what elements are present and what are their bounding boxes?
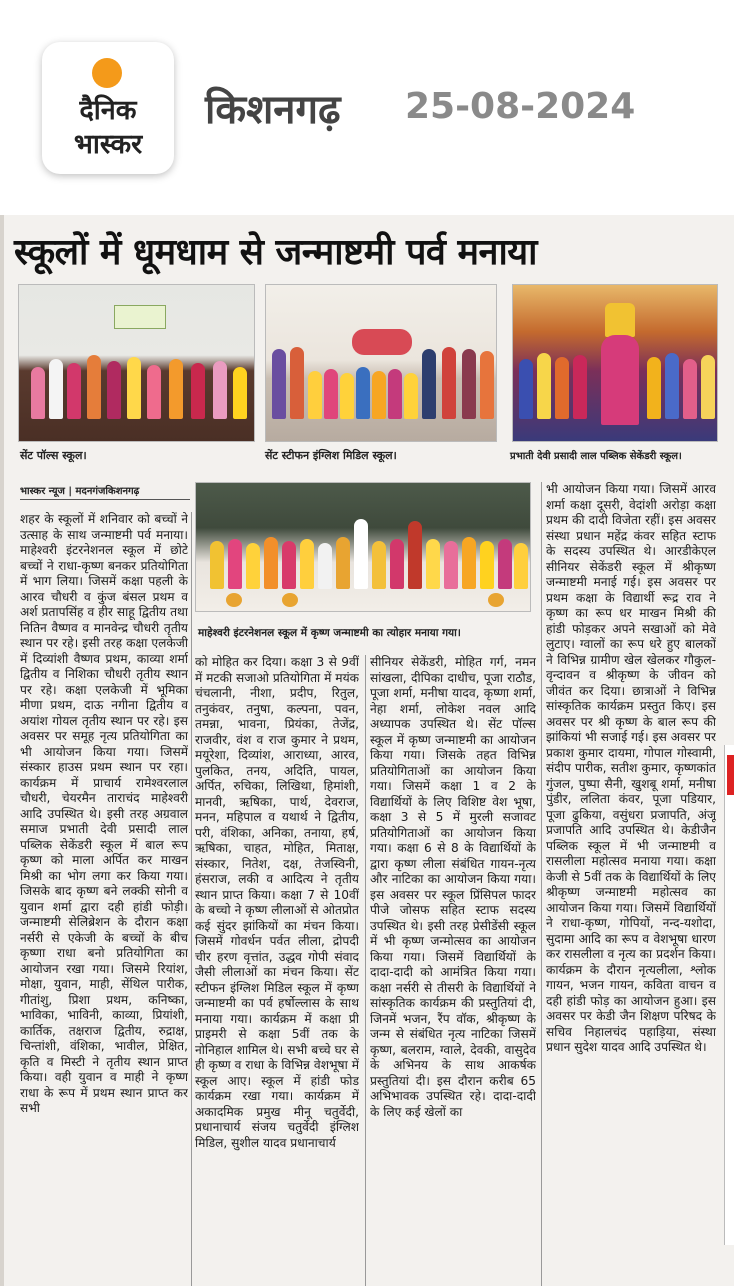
page-edge xyxy=(0,215,4,1286)
column-divider xyxy=(191,512,192,1286)
adjacent-article-edge xyxy=(724,745,734,1245)
header-bar xyxy=(0,0,734,205)
photo-st-pauls xyxy=(18,284,255,442)
article-column-3: सीनियर सेकेंडरी, मोहित गर्ग, नमन सांखला, दीपिका दाधीच, पूजा राठौड, पूजा शर्मा, मनीषा यादव, कृष्णा शर्मा, नेहा शर्मा, लोकेश नवल आदि अध्यापक उपस्थित थे। सेंट पॉल्स स्कूल में कृष्ण जन्माष्टमी का आयोजन किया गया। जिसके तहत विभिन्न प्रतियोगिताओं का आयोजन किया गया। जिसमें कक्षा 1 व 2 के विद्यार्थियों के लिए विशिष्ट वेश भूषा, कक्षा 3 से 5 में मुरली सजावट प्रतियोगिताओं का आयोजन किया गया। कक्षा 6 से 8 के विद्यार्थियों के द्वारा कृष्ण लीला संबंधित गायन-नृत्य और नाटिका का आयोजन किया गया। इस अवसर पर स्कूल प्रिंसिपल फादर पीजे जोसफ सहित स्टाफ सदस्य उपस्थित थे। इसी तरह प्रेसीडेंसी स्कूल में भी कृष्ण जन्मोत्सव का आयोजन किया गया। जिसमें विद्यार्थियों के दादा-दादी को आमंत्रित किया गया। कक्षा नर्सरी से तीसरी के विद्यार्थियों ने सांस्कृतिक कार्यक्रम की प्रस्तुतियां दी, जिनमें भजन, रैंप वॉक, श्रीकृष्ण के जन्म से संबंधित नृत्य नाटिका जिसमें कृष्ण, बलराम, ग्वाले, देवकी, वासुदेव के अभिनय के साथ आकर्षक प्रस्तुतियां दी। इस दौरान करीब 65 अभिभावक उपस्थित रहे। दादा-दादी के लिए कई खेलों का xyxy=(370,655,536,1119)
column-divider xyxy=(541,482,542,1286)
newspaper-logo xyxy=(42,42,174,174)
edition-title: किशनगढ़ xyxy=(205,87,341,133)
article-headline: स्कूलों में धूमधाम से जन्माष्टमी पर्व मनाया xyxy=(14,231,537,273)
edition-date: 25-08-2024 xyxy=(405,86,636,127)
article-column-4: भी आयोजन किया गया। जिसमें आरव शर्मा कक्षा दूसरी, वेदांशी अरोड़ा कक्षा प्रथम की दादी विजेता रहीं। इस अवसर संस्था प्रधान महेंद्र कंवर सहित स्टाफ के सदस्य उपस्थित थे। आरडीकेएल सीनियर सेकेंडरी स्कूल में श्रीकृष्ण जन्माष्टमी मनाई गई। इस अवसर पर प्रथम कक्षा के विद्यार्थी रूद्र राव ने कृष्ण का रूप धर माखन मिश्री की हांडी फोड़कर अपने सखाओं को मेवे लुटाए। ग्वालों का रूप धरे हुए बालकों ने विभिन्न ग्रामीण खेल खेलकर गौकुल-वृन्दावन व श्रीकृष्ण के जीवन को जीवंत कर दिया। छात्राओं ने विभिन्न सांस्कृतिक कार्यक्रम प्रस्तुत किए। इस अवसर पर श्री कृष्ण के बाल रूप की झांकियां भी सजाई गई। इस अवसर पर प्रकाश कुमार दायमा, गोपाल गोस्वामी, संदीप पारीक, सतीश कुमार, कृष्णकांत गुंजल, पुष्पा सैनी, खुशबू शर्मा, मनीषा पुंडीर, ललिता कंवर, पूजा पडियार, पूजा ढुकिया, वसुंधरा प्रजापति, अंजू प्रजापति आदि उपस्थित थे। केडीजैन पब्लिक स्कूल में भी जन्माष्टमी व रासलीला महोत्सव मनाया गया। कक्षा केजी से 5वीं तक के विद्यार्थियों के लिए श्रीकृष्ण जन्माष्टमी महोत्सव का आयोजन किया गया। जिसमें विद्यार्थियों ने राधा-कृष्ण, गोपियों, नन्द-यशोदा, सुदामा आदि का रूप व वेशभूषा धारण कर रासलीला व नृत्य का प्रदर्शन किया। कार्यक्रम के दौरान नृत्यलीला, श्लोक गायन, भजन गायन, कविता वाचन व दही हांडी फोड़ का आयोजन हुआ। इस अवसर पर केडी जैन शिक्षण परिषद के सचिव निहालचंद पहाड़िया, संस्था प्रधान सुदेश यादव आदि उपस्थित थे। xyxy=(546,482,716,1054)
logo-text-line1: दैनिक xyxy=(79,95,137,126)
photo-st-stephen xyxy=(265,284,497,442)
article-byline: भास्कर न्यूज | मदनगंजकिशनगढ़ xyxy=(20,483,190,500)
photo-caption: सेंट पॉल्स स्कूल। xyxy=(20,449,87,462)
article-column-2: को मोहित कर दिया। कक्षा 3 से 9वीं में मटकी सजाओ प्रतियोगिता में मयंक चंचलानी, नीशा, प्रदीप, रितुल, तनुकंवर, तनुषा, कल्पना, पवन, तमन्ना, भावना, प्रियंका, तेजेंद्र, राजवीर, वंश व राज कुमार ने प्रथम, मयूरेशा, दिव्यांश, आराध्या, आरव, पुलकित, तनय, अदिति, पायल, अर्पित, रुचिका, लिखिथा, हिमांशी, मानवी, ऋषिका, पार्थ, देवराज, मनन, महिपाल व यथार्थ ने द्वितीय, परी, वंशिका, अनिका, तनाया, हर्ष, ऋषिका, चाहत, मोहित, मिताक्ष, संस्कार, नितेश, दक्ष, तेजस्विनी, हंसराज, लकी व आदित्य ने तृतीय स्थान प्राप्त किया। कक्षा 7 से 10वीं के बच्चो ने कृष्ण लीलाओं से ओतप्रोत कई सुंदर झांकियों का मंचन किया। जिसमें गोवर्धन पर्वत लीला, द्रोपदी चीर हरण वृत्तांत, उद्धव गोपी संवाद जैसी लीलाओं का मंचन किया। सेंट स्टीफन इंग्लिश मिडिल स्कूल में कृष्ण जन्माष्टमी का पर्व हर्षोल्लास के साथ मनाया गया। कार्यक्रम में कक्षा प्री प्राइमरी से कक्षा 5वीं तक के नोनिहाल शामिल थे। सभी बच्चे घर से ही कृष्ण व राधा के विभिन्न वेशभूषा में स्कूल आए। स्कूल में हांडी फोड कार्यक्रम रखा गया। कार्यक्रम में अकादमिक प्रमुख मीनू चतुर्वेदी, प्रधानाचार्य संजय चतुर्वेदी इंग्लिश मिडिल, सुशील यादव प्रधानाचार्य xyxy=(195,655,359,1150)
photo-caption: माहेश्वरी इंटरनेशनल स्कूल में कृष्ण जन्माष्टमी का त्योहार मनाया गया। xyxy=(198,627,461,639)
article-column-1: शहर के स्कूलों में शनिवार को बच्चों ने उत्साह के साथ जन्माष्टमी पर्व मनाया। माहेश्वरी इंटरनेशनल स्कूल में छोटे बच्चों ने राधा-कृष्ण बनकर प्रतियोगिता में भाग लिया। जिसमें कक्षा पहली के आरव चौधरी व कुंज बंसल प्रथम व अर्श प्रतापसिंह व हीर साहू द्वितीय तथा नितिन वैष्णव व मानवेन्द्र चौधरी तृतीय स्थान पर रहे। इसी तरह कक्षा एलकेजी में दिव्यांशी वैष्णव प्रथम, काव्या शर्मा द्वितीय व निशिका चौधरी तृतीय स्थान पर रहे। कक्षा एलकेजी में भूमिका मीणा प्रथम, दाऊ नगीना द्वितीय व अयांश गोयल तृतीय स्थान पर रहे। इस अवसर पर समूह नृत्य प्रतियोगिता का भी आयोजन किया गया। जिसमें संस्कार हाउस प्रथम स्थान पर रहा। कार्यक्रम में प्राचार्य रामेश्वरलाल चौधरी, चेयरमैन ताराचंद माहेश्वरी आदि उपस्थित थे। इसी तरह अग्रवाल समाज प्रभाती देवी प्रसादी लाल पब्लिक सेकेंडरी स्कूल में बाल रूप कृष्ण को माला अर्पित कर माखन मिश्री का भोग लगा कर किया गया। जिसके बाद कृष्ण बने लक्की सोनी व युवान शर्मा द्वारा दही हांडी फोड़ी। जन्माष्टमी सेलिब्रेशन के दौरान कक्षा नर्सरी से एकेजी के बच्चों के बीच कृष्णा राधा बनो प्रतियोगिता का आयोजन रखा गया। जिसमे रियांश, मोक्षा, युवान, माही, सेंथिल पारीक, गीतांशु, प्रिशा प्रथम, कनिष्का, भाविका, भाविनी, काव्या, प्रियांशी, कार्तिक, तक्षराज द्वितीय, रुद्राक्ष, चिन्तांशी, वंशिका, भावील, प्रेक्षित, कृति व मिस्टी ने तृतीय स्थान प्राप्त किया। वही युवान व माही ने कृष्ण राधा के रूप में प्रथम स्थान प्राप्त कर सभी xyxy=(20,512,188,1115)
column-divider xyxy=(365,655,366,1286)
logo-text-line2: भास्कर xyxy=(73,129,143,160)
adjacent-article-marker xyxy=(727,755,734,795)
photo-maheshwari xyxy=(195,482,531,612)
sun-icon xyxy=(92,58,122,88)
photo-caption: सेंट स्टीफन इंग्लिश मिडिल स्कूल। xyxy=(265,449,397,462)
photo-prabhati-devi xyxy=(512,284,718,442)
photo-caption: प्रभाती देवी प्रसादी लाल पब्लिक सेकेंडरी स्कूल। xyxy=(510,451,682,462)
